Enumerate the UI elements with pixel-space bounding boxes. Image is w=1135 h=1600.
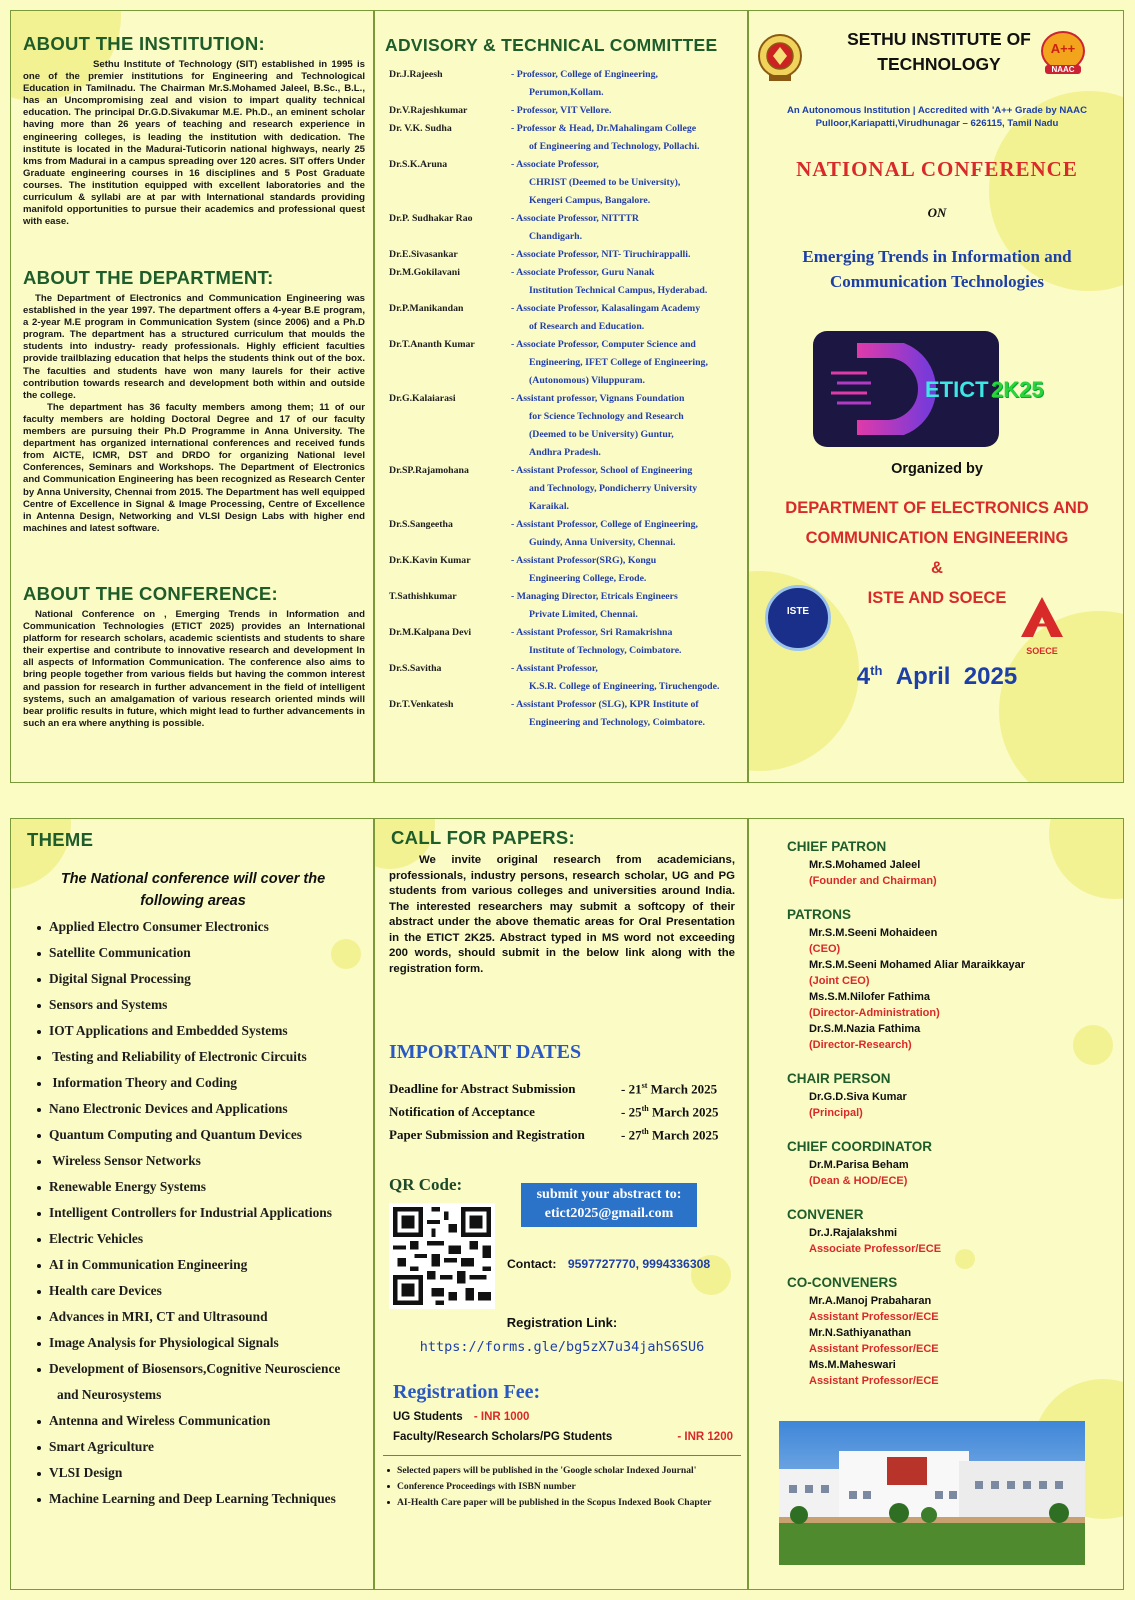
organizer-role: (Dean & HOD/ECE)	[809, 1175, 908, 1187]
bullet-icon	[37, 1368, 41, 1372]
theme-intro-line1: The National conference will cover the	[60, 871, 326, 887]
contact-numbers[interactable]: 9597727770, 9994336308	[567, 1257, 711, 1271]
theme-item	[37, 1439, 154, 1455]
theme-item-label: IOT Applications and Embedded Systems	[49, 1023, 288, 1038]
theme-item-label: Information Theory and Coding	[49, 1075, 237, 1090]
note-text: AI-Health Care paper will be published in the Scopus Indexed Book Chapter	[397, 1497, 712, 1508]
theme-item-label: Development of Biosensors,Cognitive Neuroscience	[49, 1361, 341, 1376]
committee-member-affiliation: of Engineering and Technology, Pollachi.	[529, 141, 700, 152]
committee-list	[389, 66, 739, 766]
iste-logo	[765, 585, 831, 651]
note-text: Conference Proceedings with ISBN number	[397, 1481, 576, 1492]
bullet-icon	[37, 978, 41, 982]
theme-item	[37, 1231, 143, 1247]
address-text: Pulloor,Kariapatti,Virudhunagar – 626115, Tamil Nadu	[815, 118, 1059, 129]
theme-heading: THEME	[27, 829, 94, 850]
theme-item	[37, 1049, 307, 1065]
important-date-row	[389, 1127, 739, 1143]
organizer-role: Associate Professor/ECE	[809, 1243, 942, 1255]
theme-item-label: Machine Learning and Deep Learning Techniques	[49, 1491, 336, 1506]
date-value	[621, 1104, 719, 1120]
theme-item	[37, 1283, 162, 1299]
note-item	[385, 1481, 741, 1492]
theme-item-label: VLSI Design	[49, 1465, 123, 1480]
committee-member-affiliation: - Assistant professor, Vignans Foundation	[511, 393, 685, 404]
date-day: - 25	[621, 1104, 642, 1120]
etict-logo-year: 2K25	[991, 377, 1044, 402]
committee-member-name: Dr.E.Sivasankar	[389, 249, 458, 260]
date-value	[621, 1127, 719, 1143]
organizer-role: (Joint CEO)	[809, 975, 870, 987]
bullet-icon	[37, 926, 41, 930]
bullet-icon	[387, 1485, 390, 1488]
bullet-icon	[37, 1082, 41, 1086]
theme-item	[57, 1387, 161, 1403]
committee-member-affiliation: (Autonomous) Viluppuram.	[529, 375, 645, 386]
date-day: 4	[856, 663, 871, 690]
theme-item	[37, 1361, 340, 1377]
bullet-icon	[37, 1030, 41, 1034]
date-day: - 21	[621, 1081, 642, 1097]
conference-title-line2: Communication Technologies	[830, 272, 1044, 291]
naac-badge	[1041, 31, 1085, 81]
theme-item	[37, 1205, 332, 1221]
soece-logo-icon	[1017, 595, 1067, 641]
submit-line1: submit your abstract to:	[536, 1187, 682, 1202]
organizer-name: Mr.A.Manoj Prabaharan	[809, 1295, 932, 1307]
organizer-role: (CEO)	[809, 943, 841, 955]
campus-photo	[779, 1421, 1085, 1565]
committee-member-affiliation: - Assistant Professor (SLG), KPR Institute of	[511, 699, 699, 710]
theme-item-label: Health care Devices	[49, 1283, 162, 1298]
theme-item-label: Wireless Sensor Networks	[49, 1153, 201, 1168]
etict-logo-text: ETICT	[925, 377, 989, 402]
date-label: Deadline for Abstract Submission	[389, 1081, 576, 1096]
theme-item	[37, 1179, 206, 1195]
bullet-icon	[37, 1420, 41, 1424]
date-label: Paper Submission and Registration	[389, 1127, 585, 1142]
note-item	[385, 1497, 741, 1508]
organized-by-label: Organized by	[891, 461, 983, 477]
committee-member-name: Dr.K.Kavin Kumar	[389, 555, 471, 566]
etict-logo-icon	[827, 343, 937, 435]
date-label: Notification of Acceptance	[389, 1104, 535, 1119]
etict-logo	[813, 331, 1044, 447]
about-department-para1: The Department of Electronics and Communication Engineering was established in the year 1997. The department offers a 4-year B.E program, a 2-year M.E program in Communication System (since 2006) and a Ph.D program. The department has a structured curriculum that moulds the students into industry- ready professionals. Highly efficient faculties provide trailblazing education that helps the students think out of the box. The faculties and students have won many laurels for their active contribution towards research and development both within and outside the college.	[23, 293, 365, 401]
committee-member-name: Dr.T.Ananth Kumar	[389, 339, 475, 350]
bullet-icon	[37, 1108, 41, 1112]
committee-member-affiliation: Institute of Technology, Coimbatore.	[529, 645, 682, 656]
about-conference-text: National Conference on , Emerging Trends in Information and Communication Technologies (ETICT 2025) provides an International platform for research scholars, academic scientists and students to share their expertise and contribute to innovative research and development In all aspects of Information Communication. The conference also aims to bring people together from various fields but having the common interest and passion for research in further advancement in the field of intelligent systems, such an amalgamation of various research oriented minds will bear prolific results in future, which might lead to further advancements in such an era where anything is possible.	[23, 609, 365, 729]
bullet-icon	[37, 1160, 41, 1164]
fee-fac-label: Faculty/Research Scholars/PG Students	[393, 1431, 613, 1443]
on-label: ON	[927, 205, 947, 220]
fee-ug-label: UG Students	[393, 1411, 463, 1423]
date-sup: th	[870, 663, 883, 678]
committee-member-name: Dr.M.Gokilavani	[389, 267, 460, 278]
theme-item-label: and Neurosystems	[57, 1387, 162, 1402]
about-institution-heading: ABOUT THE INSTITUTION:	[23, 33, 265, 54]
organizer-name: Dr.S.M.Nazia Fathima	[809, 1023, 921, 1035]
committee-member-affiliation: - Assistant Professor, College of Engineering,	[511, 519, 698, 530]
committee-member-affiliation: CHRIST (Deemed to be University),	[529, 177, 681, 188]
bullet-icon	[37, 1316, 41, 1320]
committee-member-name: Dr.S.K.Aruna	[389, 159, 448, 170]
registration-label: Registration Link:	[506, 1315, 618, 1330]
fee-fac-value: - INR 1200	[677, 1431, 733, 1443]
committee-member-affiliation: Karaikal.	[529, 501, 570, 512]
organizer-section-heading: CHIEF PATRON	[787, 839, 887, 854]
iste-logo-text: ISTE	[786, 606, 810, 617]
department-line2: COMMUNICATION ENGINEERING	[805, 529, 1069, 547]
committee-member-affiliation: - Professor, VIT Vellore.	[511, 105, 612, 116]
theme-item-label: Antenna and Wireless Communication	[49, 1413, 271, 1428]
call-for-papers-heading: CALL FOR PAPERS:	[391, 827, 575, 848]
date-suffix: th	[641, 1127, 649, 1136]
date-month: March 2025	[648, 1104, 719, 1120]
important-dates-heading: IMPORTANT DATES	[389, 1041, 582, 1063]
notes-list	[385, 1465, 741, 1513]
organizer-role: Assistant Professor/ECE	[809, 1311, 939, 1323]
date-value	[621, 1081, 717, 1097]
contact-label: Contact:	[507, 1257, 557, 1271]
committee-member-affiliation: - Professor & Head, Dr.Mahalingam College	[511, 123, 697, 134]
committee-member-affiliation: Guindy, Anna University, Chennai.	[529, 537, 676, 548]
committee-member-affiliation: - Associate Professor, Computer Science and	[511, 339, 696, 350]
theme-item	[37, 1075, 237, 1091]
organizer-section-heading: CO-CONVENERS	[787, 1275, 898, 1290]
organizer-role: Assistant Professor/ECE	[809, 1375, 939, 1387]
date-suffix: th	[641, 1104, 649, 1113]
accreditation-text: An Autonomous Institution | Accredited with 'A++ Grade by NAAC	[786, 105, 1088, 116]
theme-item	[37, 971, 191, 987]
cover-panel	[748, 10, 1124, 783]
organizer-role: (Founder and Chairman)	[809, 875, 937, 887]
theme-item-label: Testing and Reliability of Electronic Circuits	[49, 1049, 307, 1064]
committee-member-name: Dr.P. Sudhakar Rao	[389, 213, 473, 224]
registration-fee-heading: Registration Fee:	[393, 1381, 541, 1403]
about-department-para2: The department has 36 faculty members among them; 11 of our faculty members are holding Doctoral Degree and 17 of our faculty members are pursuing their Ph.D Programme in Anna University. The department has organized international conferences and received funds from AICTE, ICMR, DST and DRDO for organizing National level Conferences, Seminars and Workshops. The Department of Electronics and Communication Engineering has been recognized as Research Center by Anna University, Chennai from 2015. The Department has well equipped Centre of Excellence in Signal & Image Processing, Centre of Excellence in Antenna Design, Networking and VLSI Design Labs with higher end machines and latest software.	[23, 401, 365, 534]
theme-item-label: Renewable Energy Systems	[49, 1179, 206, 1194]
committee-member-affiliation: - Associate Professor,	[511, 159, 599, 170]
bullet-icon	[37, 1290, 41, 1294]
committee-panel	[374, 10, 748, 783]
submit-email[interactable]: etict2025@gmail.com	[544, 1206, 674, 1221]
theme-item-label: Satellite Communication	[49, 945, 191, 960]
organizer-name: Mr.S.M.Seeni Mohaideen	[809, 927, 938, 939]
committee-member-affiliation: Engineering and Technology, Coimbatore.	[529, 717, 705, 728]
organizer-name: Ms.S.M.Nilofer Fathima	[809, 991, 931, 1003]
naac-label: NAAC	[1045, 65, 1081, 74]
theme-item	[37, 1465, 122, 1481]
about-institution-text: Sethu Institute of Technology (SIT) established in 1995 is one of the premier institutions for Engineering and Technological Education in Tamilnadu. The Chairman Mr.S.Mohamed Jaleel, B.Sc., B.L., has an Uncompromising zeal and vision to impart quality technical education. The principal Dr.G.D.Sivakumar M.E. Ph.D., an eminent scholar having more than 26 years of teaching and research experience in engineering colleges, is leading the institution with dedication. The institute is located in the Madurai-Tuticorin national highways, nearly 25 kms from Madurai in a campus spreading over 120 acres. SIT offers Under Graduate engineering courses in 16 disciplines and 5 Post Graduate courses. The institution equipped with excellent laboratories and the curriculum & syllabi are at par with International standards providing manifold opportunities to pursue their academics and professional quest with ease.	[23, 59, 365, 228]
theme-item-label: Digital Signal Processing	[49, 971, 191, 986]
committee-member-affiliation: - Assistant Professor, Sri Ramakrishna	[511, 627, 673, 638]
theme-item-label: Sensors and Systems	[49, 997, 168, 1012]
organizer-role: (Director-Administration)	[809, 1007, 940, 1019]
submit-box	[521, 1183, 697, 1227]
committee-member-affiliation: Perumon,Kollam.	[529, 87, 604, 98]
national-conference-label: NATIONAL CONFERENCE	[796, 157, 1078, 181]
bullet-icon	[37, 952, 41, 956]
committee-member-affiliation: - Assistant Professor(SRG), Kongu	[511, 555, 657, 566]
bullet-icon	[37, 1134, 41, 1138]
date-month: March 2025	[647, 1081, 718, 1097]
contact-line	[507, 1257, 710, 1271]
theme-item	[37, 1413, 270, 1429]
bullet-icon	[37, 1186, 41, 1190]
organizer-role: (Principal)	[809, 1107, 863, 1119]
bullet-icon	[37, 1472, 41, 1476]
organizer-role: Assistant Professor/ECE	[809, 1343, 939, 1355]
qr-code-icon[interactable]	[389, 1203, 495, 1309]
organizer-name: Dr.M.Parisa Beham	[809, 1159, 909, 1171]
committee-member-affiliation: - Associate Professor, Kalasalingam Academy	[511, 303, 701, 314]
theme-item	[37, 945, 191, 961]
committee-member-affiliation: - Managing Director, Etricals Engineers	[511, 591, 678, 602]
bullet-icon	[37, 1212, 41, 1216]
notes-divider	[383, 1455, 741, 1456]
theme-item-label: Electric Vehicles	[49, 1231, 144, 1246]
committee-member-affiliation: of Research and Education.	[529, 321, 645, 332]
organizers-list	[787, 839, 1117, 1389]
bullet-icon	[37, 1004, 41, 1008]
committee-member-name: Dr.SP.Rajamohana	[389, 465, 469, 476]
theme-item	[37, 997, 167, 1013]
organizer-section-heading: CONVENER	[787, 1207, 864, 1222]
committee-member-affiliation: Andhra Pradesh.	[529, 447, 601, 458]
theme-item	[37, 1309, 268, 1325]
committee-member-name: Dr.S.Sangeetha	[389, 519, 453, 530]
about-department-heading: ABOUT THE DEPARTMENT:	[23, 267, 274, 288]
organizer-section-heading: CHIEF COORDINATOR	[787, 1139, 932, 1154]
theme-item	[37, 1127, 302, 1143]
date-day: - 27	[621, 1127, 642, 1143]
organizer-name: Mr.S.M.Seeni Mohamed Aliar Maraikkayar	[809, 959, 1026, 971]
date-suffix: st	[641, 1081, 648, 1090]
committee-member-affiliation: Engineering, IFET College of Engineering,	[529, 357, 708, 368]
ampersand: &	[931, 559, 943, 577]
theme-item	[37, 919, 269, 935]
committee-member-affiliation: K.S.R. College of Engineering, Tiruchengode.	[529, 681, 720, 692]
committee-member-name: Dr.G.Kalaiarasi	[389, 393, 456, 404]
committee-member-affiliation: Chandigarh.	[529, 231, 583, 242]
organizer-name: Mr.S.Mohamed Jaleel	[809, 859, 921, 871]
bullet-icon	[387, 1469, 390, 1472]
theme-item-label: Nano Electronic Devices and Applications	[49, 1101, 288, 1116]
bullet-icon	[37, 1056, 41, 1060]
committee-member-affiliation: Private Limited, Chennai.	[529, 609, 638, 620]
theme-item	[37, 1153, 201, 1169]
committee-member-name: Dr.S.Savitha	[389, 663, 442, 674]
organizer-name: Dr.J.Rajalakshmi	[809, 1227, 898, 1239]
theme-item-label: Image Analysis for Physiological Signals	[49, 1335, 279, 1350]
committee-member-name: Dr.P.Manikandan	[389, 303, 464, 314]
note-text: Selected papers will be published in the 'Google scholar Indexed Journal'	[397, 1465, 697, 1476]
theme-item-label: AI in Communication Engineering	[49, 1257, 248, 1272]
theme-item-label: Applied Electro Consumer Electronics	[49, 919, 269, 934]
call-for-papers-text: We invite original research from academicians, professionals, industry persons, research scholar, UG and PG students from various colleges and universities around India. The interested researchers may submit a softcopy of their abstract under the above thematic areas for Oral Presentation in the ETICT 2K25. Abstract typed in MS word not exceeding 200 words, should submit in the below link along with the registration form.	[389, 854, 735, 975]
naac-grade: A++	[1050, 41, 1076, 56]
conference-title-line1: Emerging Trends in Information and	[802, 247, 1072, 266]
qr-label: QR Code:	[389, 1175, 463, 1194]
committee-member-affiliation: and Technology, Pondicherry University	[529, 483, 698, 494]
committee-member-affiliation: - Professor, College of Engineering,	[511, 69, 658, 80]
committee-member-affiliation: Engineering College, Erode.	[529, 573, 647, 584]
theme-item-label: Smart Agriculture	[49, 1439, 154, 1454]
department-line1: DEPARTMENT OF ELECTRONICS AND	[785, 499, 1089, 517]
important-date-row	[389, 1104, 739, 1120]
committee-member-affiliation: (Deemed to be University) Guntur,	[529, 429, 674, 440]
bullet-icon	[37, 1238, 41, 1242]
about-panel	[10, 10, 374, 783]
societies-label: ISTE AND SOECE	[867, 589, 1007, 607]
organizer-section-heading: CHAIR PERSON	[787, 1071, 891, 1086]
dates-list	[389, 1081, 739, 1161]
bullet-icon	[37, 1446, 41, 1450]
committee-member-name: Dr. V.K. Sudha	[389, 123, 452, 134]
date-rest: April 2025	[895, 663, 1018, 690]
committee-member-affiliation: for Science Technology and Research	[529, 411, 684, 422]
committee-member-name: Dr.J.Rajeesh	[389, 69, 443, 80]
bullet-icon	[37, 1264, 41, 1268]
conference-date	[749, 663, 1124, 691]
fee-ug-value: - INR 1000	[473, 1411, 530, 1423]
about-conference-heading: ABOUT THE CONFERENCE:	[23, 583, 279, 604]
committee-member-name: Dr.T.Venkatesh	[389, 699, 454, 710]
theme-item-label: Intelligent Controllers for Industrial Applications	[49, 1205, 332, 1220]
organizer-name: Ms.M.Maheswari	[809, 1359, 896, 1371]
date-month: March 2025	[648, 1127, 719, 1143]
committee-member-name: Dr.M.Kalpana Devi	[389, 627, 472, 638]
fee-row-ug	[393, 1411, 529, 1423]
organizer-section-heading: PATRONS	[787, 907, 851, 922]
theme-item-label: Quantum Computing and Quantum Devices	[49, 1127, 302, 1142]
committee-member-affiliation: - Assistant Professor, School of Engineering	[511, 465, 693, 476]
theme-item	[37, 1101, 288, 1117]
theme-intro-line2: following areas	[140, 893, 246, 909]
organizer-name: Mr.N.Sathiyanathan	[809, 1327, 912, 1339]
committee-member-affiliation: Institution Technical Campus, Hyderabad.	[529, 285, 708, 296]
soece-logo	[1017, 595, 1067, 659]
bullet-icon	[37, 1498, 41, 1502]
committee-member-name: Dr.V.Rajeshkumar	[389, 105, 468, 116]
committee-member-name: T.Sathishkumar	[389, 591, 457, 602]
note-item	[385, 1465, 741, 1476]
committee-member-affiliation: - Associate Professor, NITTTR	[511, 213, 639, 224]
registration-link[interactable]: https://forms.gle/bg5zX7u34jahS6SU6	[419, 1339, 705, 1355]
committee-heading: ADVISORY & TECHNICAL COMMITTEE	[385, 35, 718, 55]
theme-panel	[10, 818, 374, 1590]
theme-item	[37, 1257, 247, 1273]
fee-row-faculty	[393, 1431, 733, 1443]
organizers-panel	[748, 818, 1124, 1590]
bullet-icon	[387, 1501, 390, 1504]
institution-name-line1: SETHU INSTITUTE OF	[847, 29, 1031, 49]
committee-member-affiliation: - Assistant Professor,	[511, 663, 598, 674]
call-panel	[374, 818, 748, 1590]
soece-logo-text: SOECE	[1026, 646, 1058, 656]
theme-item	[37, 1023, 288, 1039]
institution-name-line2: TECHNOLOGY	[877, 54, 1001, 74]
theme-item	[37, 1491, 336, 1507]
committee-member-affiliation: - Associate Professor, Guru Nanak	[511, 267, 655, 278]
organizer-name: Dr.G.D.Siva Kumar	[809, 1091, 907, 1103]
organizer-role: (Director-Research)	[809, 1039, 912, 1051]
committee-member-affiliation: Kengeri Campus, Bangalore.	[529, 195, 651, 206]
bullet-icon	[37, 1342, 41, 1346]
theme-list	[17, 919, 371, 1579]
theme-item-label: Advances in MRI, CT and Ultrasound	[49, 1309, 268, 1324]
important-date-row	[389, 1081, 739, 1097]
theme-item	[37, 1335, 279, 1351]
committee-member-affiliation: - Associate Professor, NIT- Tiruchirappalli.	[511, 249, 691, 260]
